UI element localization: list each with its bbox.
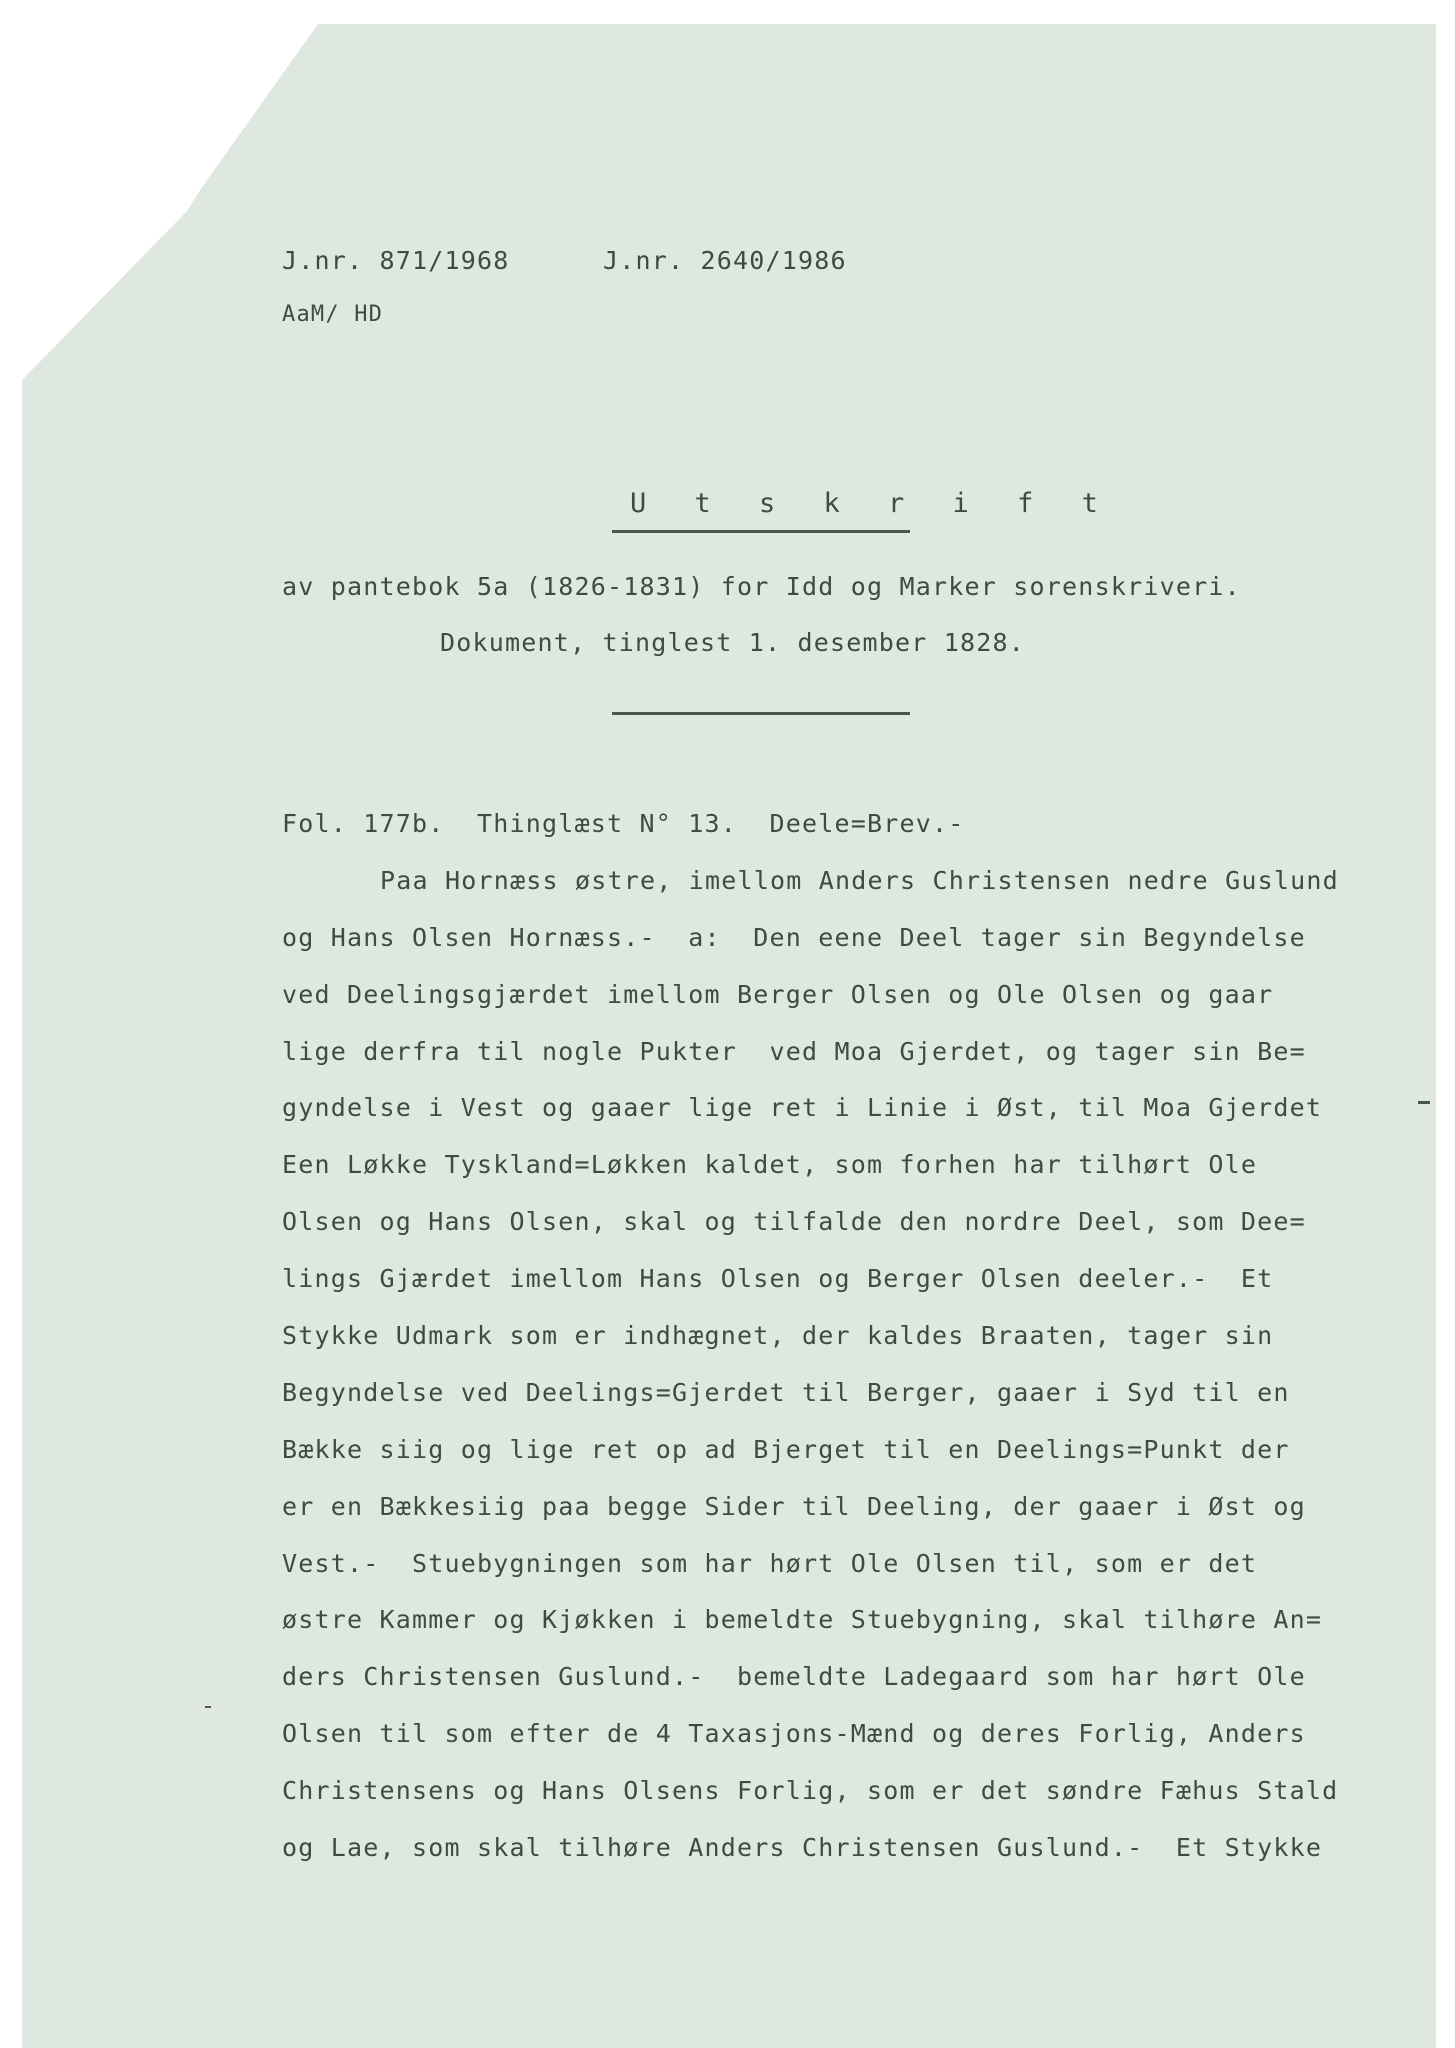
body-line: østre Kammer og Kjøkken i bemeldte Stuebygning, skal tilhøre An= (282, 1605, 1323, 1635)
section-divider (612, 712, 910, 715)
body-line: Paa Hornæss østre, imellom Anders Christensen nedre Guslund (380, 865, 1339, 895)
body-line: er en Bækkesiig paa begge Sider til Deeling, der gaaer i Øst og (282, 1491, 1306, 1521)
body-line: Stykke Udmark som er indhægnet, der kaldes Braaten, tager sin (282, 1321, 1274, 1351)
margin-dash (1418, 1101, 1430, 1104)
title-underline (612, 530, 910, 533)
body-heading: Fol. 177b. Thinglæst N° 13. Deele=Brev.- (282, 809, 965, 838)
journal-number-2: J.nr. 2640/1986 (603, 246, 847, 275)
body-line: Bække siig og lige ret op ad Bjerget til en Deelings=Punkt der (282, 1434, 1290, 1464)
initials: AaM/ HD (282, 302, 384, 327)
document-title: U t s k r i f t (630, 488, 1114, 519)
body-line: Olsen til som efter de 4 Taxasjons-Mænd og deres Forlig, Anders (282, 1719, 1306, 1749)
body-line: ders Christensen Guslund.- bemeldte Ladegaard som har hørt Ole (282, 1662, 1306, 1692)
body-line: Begyndelse ved Deelings=Gjerdet til Berger, gaaer i Syd til en (282, 1377, 1290, 1407)
journal-number-1: J.nr. 871/1968 (282, 246, 510, 275)
body-line: Christensens og Hans Olsens Forlig, som er det søndre Fæhus Stald (282, 1776, 1339, 1806)
body-line: lige derfra til nogle Pukter ved Moa Gjerdet, og tager sin Be= (282, 1036, 1306, 1066)
document-body (282, 796, 1339, 1877)
body-line: Een Løkke Tyskland=Løkken kaldet, som forhen har tilhørt Ole (282, 1150, 1258, 1180)
body-line: Olsen og Hans Olsen, skal og tilfalde den nordre Deel, som Dee= (282, 1207, 1306, 1237)
body-line: Vest.- Stuebygningen som har hørt Ole Olsen til, som er det (282, 1548, 1258, 1578)
subtitle-line-2: Dokument, tinglest 1. desember 1828. (440, 628, 1026, 657)
paper-speck (205, 1706, 211, 1708)
subtitle-line-1: av pantebok 5a (1826-1831) for Idd og Marker sorenskriveri. (282, 572, 1241, 601)
body-line: og Lae, som skal tilhøre Anders Christensen Guslund.- Et Stykke (282, 1833, 1323, 1863)
body-line: gyndelse i Vest og gaaer lige ret i Linie i Øst, til Moa Gjerdet (282, 1093, 1323, 1123)
body-line: lings Gjærdet imellom Hans Olsen og Berger Olsen deeler.- Et (282, 1264, 1274, 1294)
body-line: og Hans Olsen Hornæss.- a: Den eene Deel tager sin Begyndelse (282, 922, 1306, 952)
body-line: ved Deelingsgjærdet imellom Berger Olsen og Ole Olsen og gaar (282, 979, 1274, 1009)
